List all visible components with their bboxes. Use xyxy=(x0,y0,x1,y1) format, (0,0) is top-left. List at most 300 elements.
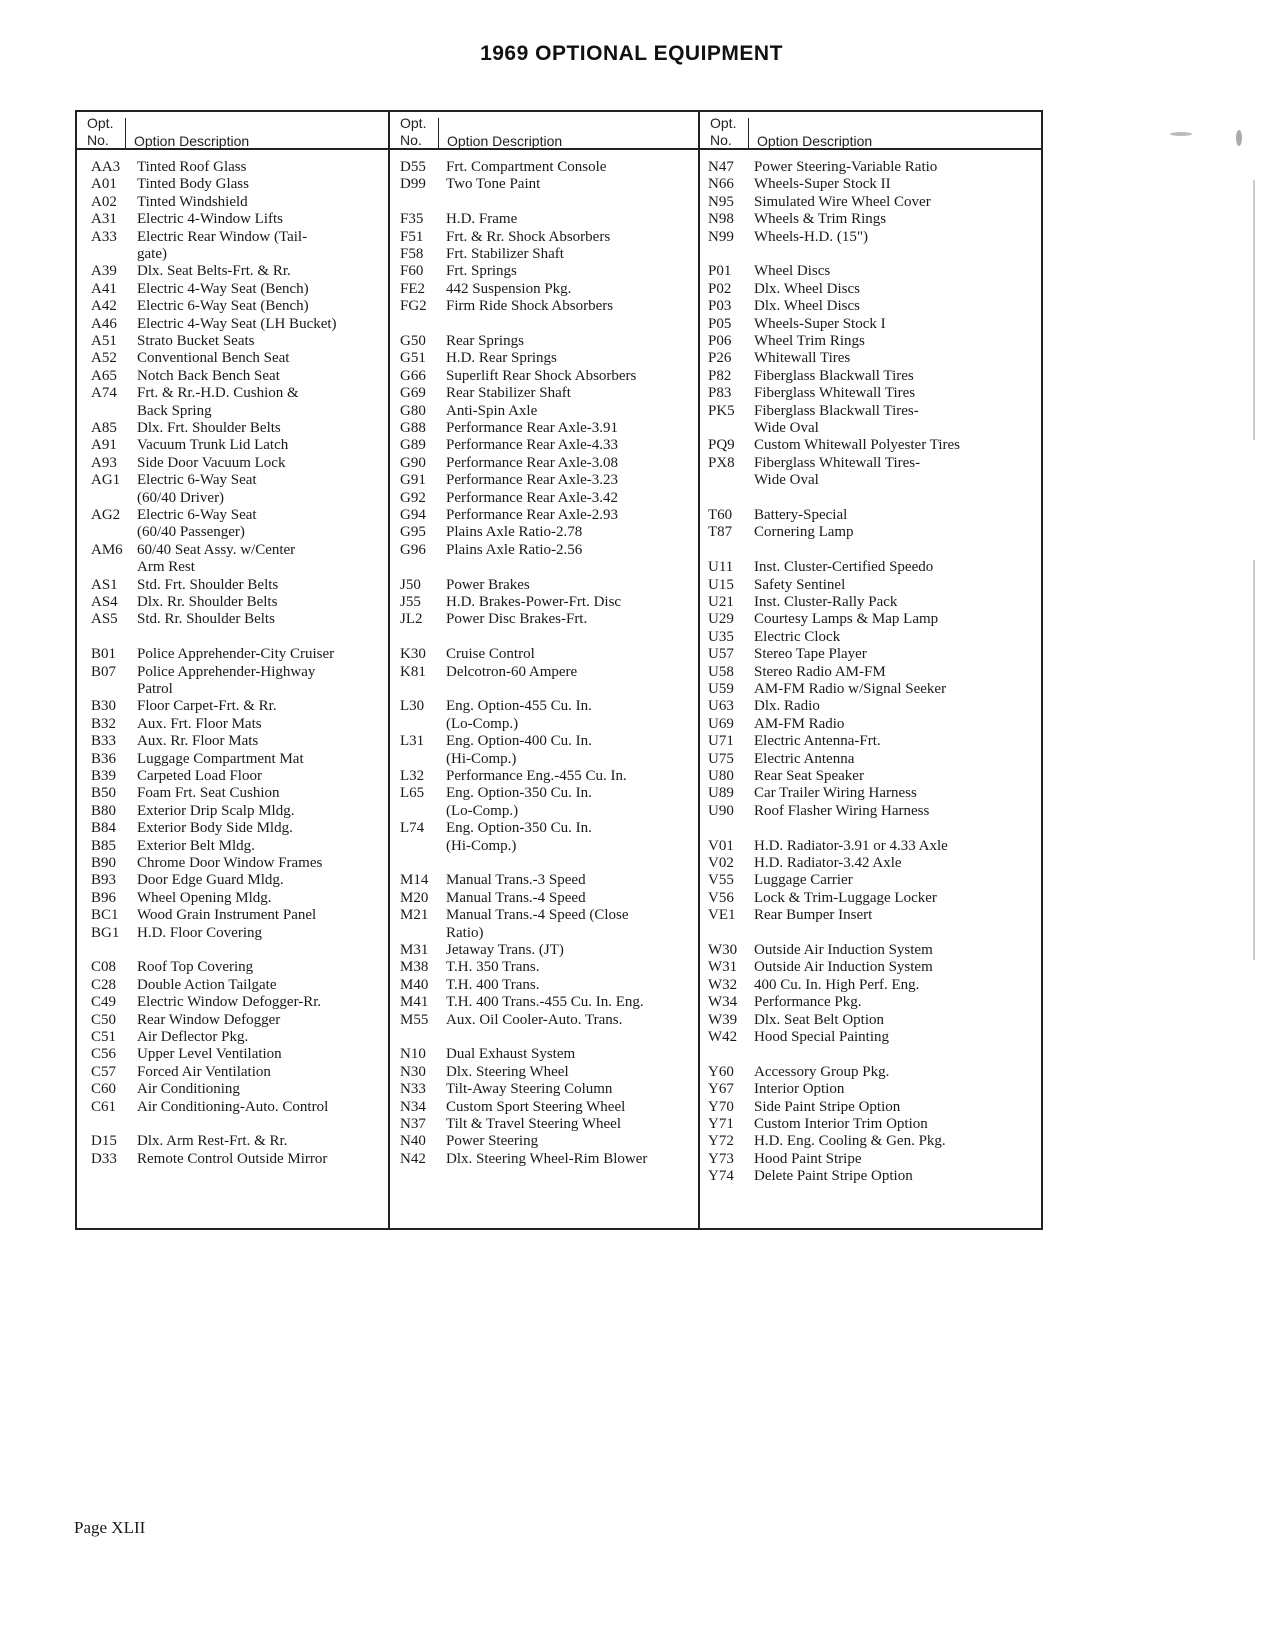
option-description: Side Door Vacuum Lock xyxy=(137,454,286,471)
option-code: U80 xyxy=(708,768,734,784)
option-description: Stereo Radio AM-FM xyxy=(754,663,886,680)
option-code: U90 xyxy=(708,802,734,819)
option-description: Dlx. Rr. Shoulder Belts xyxy=(137,594,278,610)
option-code: A41 xyxy=(91,280,117,297)
option-description: Whitewall Tires xyxy=(754,350,851,367)
option-code: C49 xyxy=(91,994,117,1011)
option-code: Y70 xyxy=(708,1098,734,1115)
option-code: J50 xyxy=(400,576,421,593)
option-code: G51 xyxy=(400,350,426,367)
option-code: Y74 xyxy=(708,1168,734,1185)
option-description: AM-FM Radio xyxy=(754,715,845,732)
option-code: N42 xyxy=(400,1150,426,1167)
option-code: G94 xyxy=(400,507,426,523)
option-code: T60 xyxy=(708,507,733,523)
option-description: Roof Top Covering xyxy=(137,959,254,976)
option-code: C51 xyxy=(91,1029,117,1045)
option-description: Rear Stabilizer Shaft xyxy=(446,385,571,402)
option-code: V55 xyxy=(708,872,734,889)
option-description: H.D. Radiator-3.42 Axle xyxy=(754,855,902,871)
column-header xyxy=(77,112,388,150)
option-description: Interior Option xyxy=(754,1081,845,1098)
option-code: AG2 xyxy=(91,507,121,523)
option-description: Delcotron-60 Ampere xyxy=(446,663,578,680)
option-code: B85 xyxy=(91,837,117,854)
option-description: H.D. Rear Springs xyxy=(446,350,557,367)
option-description: Aux. Frt. Floor Mats xyxy=(137,715,262,732)
option-description: 442 Suspension Pkg. xyxy=(446,280,572,297)
option-code: F58 xyxy=(400,246,424,262)
option-code: AS1 xyxy=(91,576,118,593)
column-header xyxy=(390,112,698,150)
option-description: Stereo Tape Player xyxy=(754,646,867,663)
option-code: G95 xyxy=(400,524,426,541)
option-description: Conventional Bench Seat xyxy=(137,350,290,367)
column-header xyxy=(700,112,1041,150)
column-divider xyxy=(388,112,390,1228)
option-description: Performance Rear Axle-3.42 xyxy=(446,489,619,506)
option-description: Custom Sport Steering Wheel xyxy=(446,1098,626,1115)
option-code: A91 xyxy=(91,437,117,454)
option-description: Rear Bumper Insert xyxy=(754,907,873,924)
option-description: Electric 4-Way Seat (Bench) xyxy=(137,280,309,297)
option-description: Frt. Compartment Console xyxy=(446,159,607,175)
option-code: A52 xyxy=(91,350,117,367)
option-description: Dual Exhaust System xyxy=(446,1046,576,1063)
option-description: Electric 4-Window Lifts xyxy=(137,211,284,228)
option-description: Dlx. Wheel Discs xyxy=(754,280,860,297)
option-description: 400 Cu. In. High Perf. Eng. xyxy=(754,976,920,993)
option-code: P05 xyxy=(708,315,732,332)
option-description: H.D. Brakes-Power-Frt. Disc xyxy=(446,594,622,610)
option-description: Performance Rear Axle-4.33 xyxy=(446,437,619,454)
option-code: B80 xyxy=(91,802,117,819)
description-header: Option Description xyxy=(757,133,873,149)
option-code: B39 xyxy=(91,768,117,784)
option-code: PK5 xyxy=(708,402,735,419)
option-code: G69 xyxy=(400,385,426,402)
option-description: Fiberglass Whitewall Tires- Wide Oval xyxy=(754,454,921,489)
option-code: C28 xyxy=(91,976,117,993)
option-description: Performance Eng.-455 Cu. In. xyxy=(446,768,627,784)
option-description: Inst. Cluster-Certified Speedo xyxy=(754,559,934,576)
option-code: U75 xyxy=(708,750,734,767)
option-description: Tilt-Away Steering Column xyxy=(446,1081,613,1098)
option-description: Lock & Trim-Luggage Locker xyxy=(754,889,937,906)
option-description: Std. Frt. Shoulder Belts xyxy=(137,576,279,593)
option-description: Rear Seat Speaker xyxy=(754,768,864,784)
option-code: AS4 xyxy=(91,594,118,610)
option-description: Carpeted Load Floor xyxy=(137,768,262,784)
option-description: Air Conditioning-Auto. Control xyxy=(137,1098,329,1115)
option-description: Power Steering xyxy=(446,1133,539,1150)
header-divider xyxy=(748,118,749,148)
option-description: Outside Air Induction System xyxy=(754,959,933,976)
option-description: Dlx. Arm Rest-Frt. & Rr. xyxy=(137,1133,288,1150)
option-description: Performance Rear Axle-3.23 xyxy=(446,472,619,489)
option-code: B30 xyxy=(91,698,117,715)
option-code: M38 xyxy=(400,959,429,976)
page-title: 1969 OPTIONAL EQUIPMENT xyxy=(480,42,783,65)
option-code: D15 xyxy=(91,1133,117,1150)
option-code: F35 xyxy=(400,211,424,228)
option-description: Foam Frt. Seat Cushion xyxy=(137,785,280,802)
option-code: G80 xyxy=(400,402,426,419)
option-description: Tinted Roof Glass xyxy=(137,159,247,175)
option-description: AM-FM Radio w/Signal Seeker xyxy=(754,681,947,697)
option-code: M14 xyxy=(400,872,429,889)
option-code: N47 xyxy=(708,159,734,175)
option-code: M41 xyxy=(400,994,429,1011)
option-code: U59 xyxy=(708,681,734,697)
page-number: Page XLII xyxy=(74,1518,146,1537)
option-description: Delete Paint Stripe Option xyxy=(754,1168,913,1185)
option-description: Hood Paint Stripe xyxy=(754,1150,862,1167)
option-description: Electric Window Defogger-Rr. xyxy=(137,994,322,1011)
option-description: Upper Level Ventilation xyxy=(137,1046,282,1063)
option-code: A51 xyxy=(91,333,117,349)
option-code: A02 xyxy=(91,193,117,210)
option-description: Electric 6-Way Seat (60/40 Passenger) xyxy=(137,507,257,541)
description-header: Option Description xyxy=(134,133,250,149)
option-code: B84 xyxy=(91,820,117,837)
option-description: Electric 4-Way Seat (LH Bucket) xyxy=(137,315,337,332)
option-description: Manual Trans.-4 Speed (Close Ratio) xyxy=(446,907,629,941)
option-description: Plains Axle Ratio-2.56 xyxy=(446,541,583,558)
option-description: H.D. Floor Covering xyxy=(137,924,262,941)
option-description: Accessory Group Pkg. xyxy=(754,1063,890,1080)
option-description: Power Disc Brakes-Frt. xyxy=(446,611,588,628)
option-code: C56 xyxy=(91,1046,117,1063)
column-divider xyxy=(698,112,700,1228)
option-description: Chrome Door Window Frames xyxy=(137,855,323,871)
option-description: Frt. & Rr.-H.D. Cushion & Back Spring xyxy=(137,385,299,419)
option-description: Manual Trans.-4 Speed xyxy=(446,889,586,906)
option-description: Rear Window Defogger xyxy=(137,1011,281,1028)
option-description: Anti-Spin Axle xyxy=(446,402,538,419)
option-code: U15 xyxy=(708,576,734,593)
option-code: Y71 xyxy=(708,1116,734,1132)
option-code: L31 xyxy=(400,733,425,750)
option-code: B32 xyxy=(91,715,117,732)
option-description: Custom Whitewall Polyester Tires xyxy=(754,437,960,454)
option-description: Double Action Tailgate xyxy=(137,976,277,993)
option-code: G90 xyxy=(400,454,426,471)
option-description: Tilt & Travel Steering Wheel xyxy=(446,1116,622,1132)
option-description: Electric Rear Window (Tail- gate) xyxy=(137,228,308,262)
option-description: Electric 6-Way Seat (Bench) xyxy=(137,298,309,315)
option-description: Dlx. Seat Belts-Frt. & Rr. xyxy=(137,263,291,280)
option-description: Electric Antenna xyxy=(754,750,855,767)
option-description: Dlx. Frt. Shoulder Belts xyxy=(137,420,281,436)
option-description: Superlift Rear Shock Absorbers xyxy=(446,367,637,384)
option-code: FG2 xyxy=(400,298,427,315)
option-code: N95 xyxy=(708,193,734,210)
option-code: B36 xyxy=(91,750,117,767)
option-code: AM6 xyxy=(91,541,123,558)
option-description: Wheels-H.D. (15") xyxy=(754,228,869,245)
option-description: Safety Sentinel xyxy=(754,576,846,593)
option-description: Wheel Discs xyxy=(754,263,831,280)
option-code: M20 xyxy=(400,889,429,906)
option-code: BG1 xyxy=(91,924,120,941)
option-description: Luggage Carrier xyxy=(754,872,853,889)
option-code: B50 xyxy=(91,785,117,802)
option-code: Y72 xyxy=(708,1133,734,1150)
option-description: Dlx. Steering Wheel xyxy=(446,1063,569,1080)
option-description: T.H. 350 Trans. xyxy=(446,959,540,976)
option-code: Y60 xyxy=(708,1063,734,1080)
option-description: H.D. Frame xyxy=(446,211,518,228)
option-code: A46 xyxy=(91,315,117,332)
option-description: Electric Clock xyxy=(754,628,841,645)
option-code: B01 xyxy=(91,646,117,663)
option-code: N99 xyxy=(708,228,734,245)
option-description: Electric Antenna-Frt. xyxy=(754,733,881,750)
option-description: T.H. 400 Trans.-455 Cu. In. Eng. xyxy=(446,994,644,1011)
option-description: T.H. 400 Trans. xyxy=(446,976,540,993)
option-code: T87 xyxy=(708,524,733,541)
option-code: B07 xyxy=(91,663,117,680)
option-description: Dlx. Wheel Discs xyxy=(754,298,860,315)
option-code: M31 xyxy=(400,942,429,958)
option-description: Tinted Body Glass xyxy=(137,176,249,193)
option-description: Exterior Body Side Mldg. xyxy=(137,820,293,837)
option-code: W32 xyxy=(708,976,738,993)
option-code: L30 xyxy=(400,698,425,715)
option-code: A65 xyxy=(91,367,117,384)
option-description: Exterior Belt Mldg. xyxy=(137,837,255,854)
option-code: N34 xyxy=(400,1098,426,1115)
option-description: H.D. Eng. Cooling & Gen. Pkg. xyxy=(754,1133,946,1150)
option-code: D99 xyxy=(400,176,426,193)
option-code: V02 xyxy=(708,855,734,871)
option-code: U11 xyxy=(708,559,734,576)
option-code: N10 xyxy=(400,1046,426,1063)
option-description: Custom Interior Trim Option xyxy=(754,1116,928,1132)
option-description: Police Apprehender-Highway Patrol xyxy=(137,663,316,697)
option-code: U57 xyxy=(708,646,734,663)
option-code: PQ9 xyxy=(708,437,735,454)
option-description: Electric 6-Way Seat (60/40 Driver) xyxy=(137,472,257,506)
option-code: P26 xyxy=(708,350,732,367)
option-description: Exterior Drip Scalp Mldg. xyxy=(137,802,295,819)
option-description: Cornering Lamp xyxy=(754,524,854,541)
option-description: Power Brakes xyxy=(446,576,530,593)
option-code: AA3 xyxy=(91,159,121,175)
option-code: P02 xyxy=(708,280,732,297)
option-description: Floor Carpet-Frt. & Rr. xyxy=(137,698,277,715)
option-description: Eng. Option-350 Cu. In. (Lo-Comp.) xyxy=(446,785,592,819)
scan-mark xyxy=(1253,560,1255,960)
option-code: U63 xyxy=(708,698,734,715)
option-code: P01 xyxy=(708,263,732,280)
option-code: U21 xyxy=(708,594,734,610)
option-code: AG1 xyxy=(91,472,121,489)
option-code: U58 xyxy=(708,663,734,680)
option-code: A01 xyxy=(91,176,117,193)
option-code: A39 xyxy=(91,263,117,280)
option-code: P06 xyxy=(708,333,732,349)
option-code: U29 xyxy=(708,611,734,628)
option-description: Fiberglass Blackwall Tires- Wide Oval xyxy=(754,402,919,436)
option-code: N37 xyxy=(400,1116,426,1132)
option-code: FE2 xyxy=(400,280,426,297)
option-code: A93 xyxy=(91,454,117,471)
option-code: L74 xyxy=(400,820,425,837)
option-description: Performance Rear Axle-3.91 xyxy=(446,420,619,436)
option-code: PX8 xyxy=(708,454,735,471)
option-description: Std. Rr. Shoulder Belts xyxy=(137,611,275,628)
option-description: 60/40 Seat Assy. w/Center Arm Rest xyxy=(137,541,296,576)
option-code: U89 xyxy=(708,785,734,802)
option-code: Y67 xyxy=(708,1081,734,1098)
option-description: Inst. Cluster-Rally Pack xyxy=(754,594,898,610)
option-description: Wheels-Super Stock II xyxy=(754,176,891,193)
option-code: G88 xyxy=(400,420,426,436)
option-description: Tinted Windshield xyxy=(137,193,248,210)
option-description: Jetaway Trans. (JT) xyxy=(446,942,564,958)
option-code: A85 xyxy=(91,420,117,436)
option-description: Dlx. Seat Belt Option xyxy=(754,1011,884,1028)
option-description: Performance Pkg. xyxy=(754,994,862,1011)
option-code: G96 xyxy=(400,541,426,558)
option-description: Car Trailer Wiring Harness xyxy=(754,785,917,802)
option-description: Courtesy Lamps & Map Lamp xyxy=(754,611,939,628)
option-description: Air Conditioning xyxy=(137,1081,240,1098)
option-code: G50 xyxy=(400,333,426,349)
option-description: Battery-Special xyxy=(754,507,848,523)
option-code: W34 xyxy=(708,994,738,1011)
option-code: V56 xyxy=(708,889,734,906)
option-code: C08 xyxy=(91,959,117,976)
option-code: F60 xyxy=(400,263,424,280)
opt-no-header: Opt. No. xyxy=(710,115,737,148)
option-code: M55 xyxy=(400,1011,429,1028)
option-description: Dlx. Radio xyxy=(754,698,820,715)
option-code: N30 xyxy=(400,1063,426,1080)
option-description: Outside Air Induction System xyxy=(754,942,933,958)
option-description: Notch Back Bench Seat xyxy=(137,367,280,384)
option-code: V01 xyxy=(708,837,734,854)
option-code: M40 xyxy=(400,976,429,993)
option-code: C57 xyxy=(91,1063,117,1080)
option-code: B90 xyxy=(91,855,117,871)
option-description: Dlx. Steering Wheel-Rim Blower xyxy=(446,1150,648,1167)
option-description: Wheel Opening Mldg. xyxy=(137,889,272,906)
option-description: Eng. Option-400 Cu. In. (Hi-Comp.) xyxy=(446,733,592,767)
option-code: BC1 xyxy=(91,907,119,924)
option-code: U69 xyxy=(708,715,734,732)
option-code: L32 xyxy=(400,768,425,784)
option-code: A74 xyxy=(91,385,117,402)
option-code: AS5 xyxy=(91,611,118,628)
opt-no-header: Opt. No. xyxy=(400,115,427,148)
option-description: Fiberglass Whitewall Tires xyxy=(754,385,916,402)
option-code: P83 xyxy=(708,385,732,402)
scan-mark xyxy=(1236,130,1242,146)
option-description: Aux. Oil Cooler-Auto. Trans. xyxy=(446,1011,623,1028)
option-description: Wheel Trim Rings xyxy=(754,333,865,349)
option-code: W39 xyxy=(708,1011,738,1028)
option-description: Frt. Stabilizer Shaft xyxy=(446,246,564,262)
option-code: G89 xyxy=(400,437,426,454)
option-code: N98 xyxy=(708,211,734,228)
option-description: Strato Bucket Seats xyxy=(137,333,255,349)
option-description: Power Steering-Variable Ratio xyxy=(754,159,938,175)
option-code: G91 xyxy=(400,472,426,489)
option-description: Frt. Springs xyxy=(446,263,517,280)
option-code: J55 xyxy=(400,594,421,610)
option-description: Hood Special Painting xyxy=(754,1029,889,1045)
option-code: G66 xyxy=(400,367,426,384)
option-code: C61 xyxy=(91,1098,117,1115)
option-code: A33 xyxy=(91,228,117,245)
option-code: U35 xyxy=(708,628,734,645)
option-code: D33 xyxy=(91,1150,117,1167)
option-description: Side Paint Stripe Option xyxy=(754,1098,901,1115)
option-code: L65 xyxy=(400,785,425,802)
option-description: Performance Rear Axle-2.93 xyxy=(446,507,619,523)
option-code: F51 xyxy=(400,228,424,245)
scan-mark xyxy=(1170,132,1192,136)
option-code: M21 xyxy=(400,907,429,924)
option-description: Performance Rear Axle-3.08 xyxy=(446,454,619,471)
option-description: Cruise Control xyxy=(446,646,535,663)
option-code: K30 xyxy=(400,646,426,663)
option-code: B33 xyxy=(91,733,117,750)
option-code: K81 xyxy=(400,663,426,680)
option-code: A31 xyxy=(91,211,117,228)
option-description: Frt. & Rr. Shock Absorbers xyxy=(446,228,611,245)
option-code: C50 xyxy=(91,1011,117,1028)
option-code: G92 xyxy=(400,489,426,506)
option-description: Eng. Option-455 Cu. In. (Lo-Comp.) xyxy=(446,698,592,732)
option-code: N40 xyxy=(400,1133,426,1150)
description-header: Option Description xyxy=(447,133,563,149)
option-description: Forced Air Ventilation xyxy=(137,1063,271,1080)
option-description: Firm Ride Shock Absorbers xyxy=(446,298,614,315)
option-code: U71 xyxy=(708,733,734,750)
option-code: D55 xyxy=(400,159,426,175)
option-description: Aux. Rr. Floor Mats xyxy=(137,733,259,750)
option-code: W42 xyxy=(708,1029,738,1045)
option-description: Manual Trans.-3 Speed xyxy=(446,872,586,889)
option-description: Wheels-Super Stock I xyxy=(754,315,886,332)
option-code: N66 xyxy=(708,176,734,193)
option-code: W31 xyxy=(708,959,738,976)
option-code: N33 xyxy=(400,1081,426,1098)
option-code: P03 xyxy=(708,298,732,315)
option-description: Simulated Wire Wheel Cover xyxy=(754,193,931,210)
option-description: Wheels & Trim Rings xyxy=(754,211,887,228)
option-code: W30 xyxy=(708,942,738,958)
scan-mark xyxy=(1253,180,1255,440)
option-description: Plains Axle Ratio-2.78 xyxy=(446,524,583,541)
option-description: Two Tone Paint xyxy=(446,176,541,193)
option-description: Eng. Option-350 Cu. In. (Hi-Comp.) xyxy=(446,820,592,854)
option-code: C60 xyxy=(91,1081,117,1098)
option-description: Fiberglass Blackwall Tires xyxy=(754,367,914,384)
option-description: Air Deflector Pkg. xyxy=(137,1029,249,1045)
option-description: Remote Control Outside Mirror xyxy=(137,1150,328,1167)
option-code: Y73 xyxy=(708,1150,734,1167)
option-code: JL2 xyxy=(400,611,423,628)
option-code: B93 xyxy=(91,872,117,889)
option-description: Police Apprehender-City Cruiser xyxy=(137,646,335,663)
option-code: P82 xyxy=(708,367,732,384)
opt-no-header: Opt. No. xyxy=(87,115,114,148)
